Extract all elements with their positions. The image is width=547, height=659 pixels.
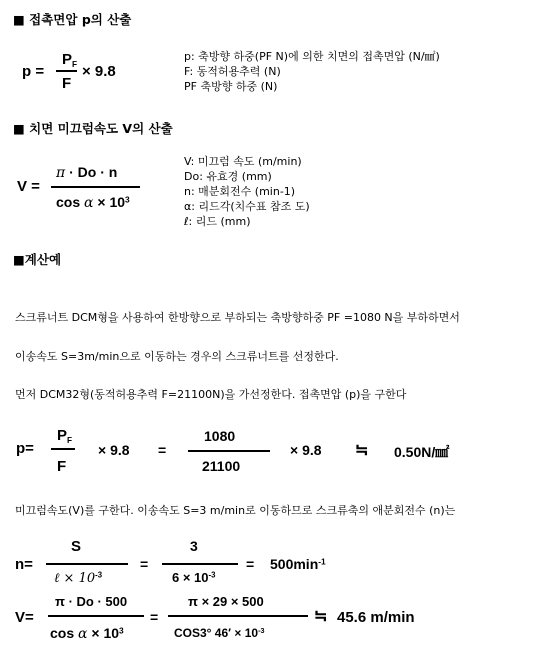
example-paragraph: 이송속도 S=3m/min으로 이동하는 경우의 스크류너트를 선정한다. xyxy=(15,350,339,363)
formula-denominator: $\cos \alpha \times 10^3$ xyxy=(56,194,130,211)
fraction-bar xyxy=(188,450,270,452)
calc-multiplier: × 9.8 xyxy=(290,442,322,458)
fraction-bar xyxy=(48,615,144,617)
fraction-bar xyxy=(46,563,128,565)
calc-result: 45.6 m/min xyxy=(337,609,415,626)
description-line: V: 미끄럼 속도 (m/min) xyxy=(184,155,302,168)
fraction-bar xyxy=(51,448,75,450)
calc-numerator: π · Do · 500 xyxy=(55,594,128,609)
fraction-bar xyxy=(168,615,308,617)
calc-lhs: p= xyxy=(16,440,34,457)
description-line: n: 매분회전수 (min-1) xyxy=(184,185,296,198)
example-paragraph: 스크류너트 DCM형을 사용하여 한방향으로 부하되는 축방향하중 PF =1080 N을 부하하면서 xyxy=(15,311,460,324)
description-line: α: 리드각(치수표 참조 도) xyxy=(184,200,310,213)
calc-numerator-value: π × 29 × 500 xyxy=(188,594,264,609)
calc-result: 0.50N/㎟ xyxy=(394,444,450,460)
calc-denominator-value: $6 \times 10^{-3}$ xyxy=(172,570,216,585)
approx-sign: ≒ xyxy=(314,608,328,625)
calc-numerator: S xyxy=(71,538,82,555)
calc-equals: = xyxy=(140,556,149,572)
formula-lhs: V = xyxy=(17,178,40,195)
calc-denominator-value: COS3° $46' \times 10^{-3}$ xyxy=(174,626,265,640)
description-line: Do: 유효경 (mm) xyxy=(184,170,272,183)
description-line: PF 축방향 하중 (N) xyxy=(184,80,278,93)
description-line: p: 축방향 하중(PF N)에 의한 치면의 접촉면압 (N/㎟) xyxy=(184,50,440,63)
calc-denominator-value: 21100 xyxy=(202,458,241,474)
example-paragraph: 먼저 DCM32형(동적허용추력 F=21100N)을 가선정한다. 접촉면압 (p)을 구한다 xyxy=(15,388,407,401)
fraction-bar xyxy=(162,563,238,565)
calc-multiplier: × 9.8 xyxy=(98,442,130,458)
approx-sign: ≒ xyxy=(355,442,369,459)
calc-equals: = xyxy=(246,556,255,572)
section-title-sliding-speed: ■ 치면 미끄럼속도 V의 산출 xyxy=(13,121,173,136)
calc-denominator: F xyxy=(57,458,67,475)
description-line: ℓ: 리드 (mm) xyxy=(184,215,251,228)
formula-numerator: $P_F$ xyxy=(62,51,78,69)
formula-denominator: F xyxy=(62,75,72,92)
calc-equals: = xyxy=(150,609,159,625)
fraction-bar xyxy=(51,186,140,188)
formula-multiplier: × 9.8 xyxy=(82,63,116,80)
calc-numerator-value: 1080 xyxy=(204,428,236,444)
description-line: F: 동적허용추력 (N) xyxy=(184,65,281,78)
formula-lhs: p = xyxy=(22,63,45,80)
calc-denominator: ℓ × $10^{-3}$ xyxy=(54,570,103,586)
section-title-contact-pressure: ■ 접촉면압 p의 산출 xyxy=(13,12,132,27)
formula-numerator: π · Do · n xyxy=(56,164,118,181)
calc-denominator: $\cos \alpha \times 10^3$ xyxy=(50,625,124,642)
section-title-example: ■계산예 xyxy=(13,252,62,267)
fraction-bar xyxy=(56,70,77,72)
calc-lhs: n= xyxy=(15,556,33,573)
calc-numerator-value: 3 xyxy=(190,538,198,554)
calc-equals: = xyxy=(158,442,167,458)
calc-numerator: $P_F$ xyxy=(57,427,73,445)
calc-lhs: V= xyxy=(15,609,34,626)
example-paragraph: 미끄럼속도(V)를 구한다. 이송속도 S=3 m/min로 이동하므로 스크류축의 애분회전수 (n)는 xyxy=(15,504,456,517)
calc-result: $500\min^{-1}$ xyxy=(270,556,326,572)
